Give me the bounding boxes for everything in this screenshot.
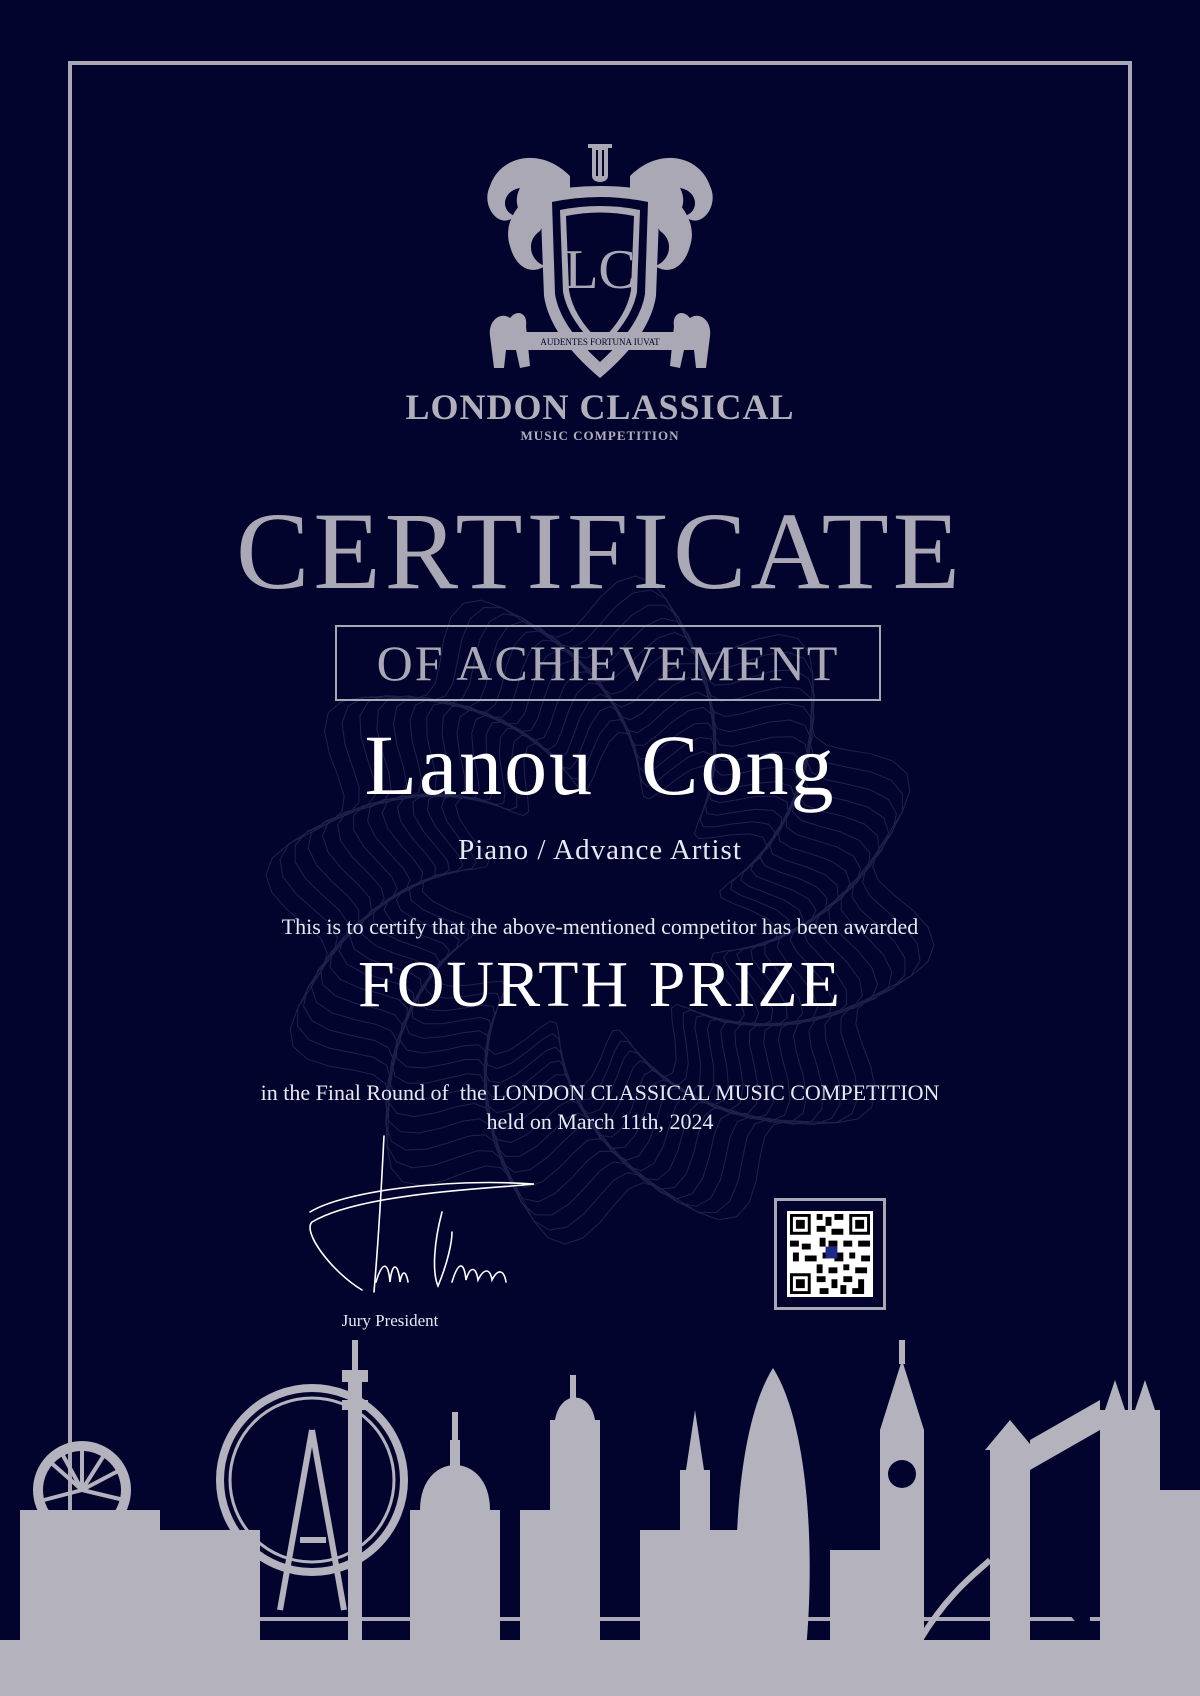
recipient-name: Lanou Cong: [364, 717, 836, 813]
qr-code-frame: [774, 1198, 886, 1310]
certify-text: This is to certify that the above-mentioned competitor has been awarded: [281, 914, 919, 939]
organization-subname: MUSIC COMPETITION: [520, 428, 680, 443]
signature-label: Jury President: [341, 1311, 439, 1330]
crest-motto: AUDENTES FORTUNA IUVAT: [540, 337, 660, 347]
certificate-subtitle: OF ACHIEVEMENT: [335, 625, 881, 701]
crest-initials: LC: [564, 239, 636, 301]
qr-code-icon[interactable]: [787, 1211, 873, 1297]
certificate-title: CERTIFICATE: [236, 490, 964, 612]
event-date: held on March 11th, 2024: [486, 1109, 714, 1134]
prize-title: FOURTH PRIZE: [358, 948, 842, 1021]
crest-logo: [470, 136, 730, 386]
london-skyline: [0, 1340, 1200, 1696]
organization-name: LONDON CLASSICAL: [405, 387, 795, 427]
recipient-category: Piano / Advance Artist: [458, 834, 742, 866]
event-text: in the Final Round of the LONDON CLASSICAL MUSIC COMPETITION: [260, 1080, 940, 1105]
signature: [302, 1132, 542, 1302]
